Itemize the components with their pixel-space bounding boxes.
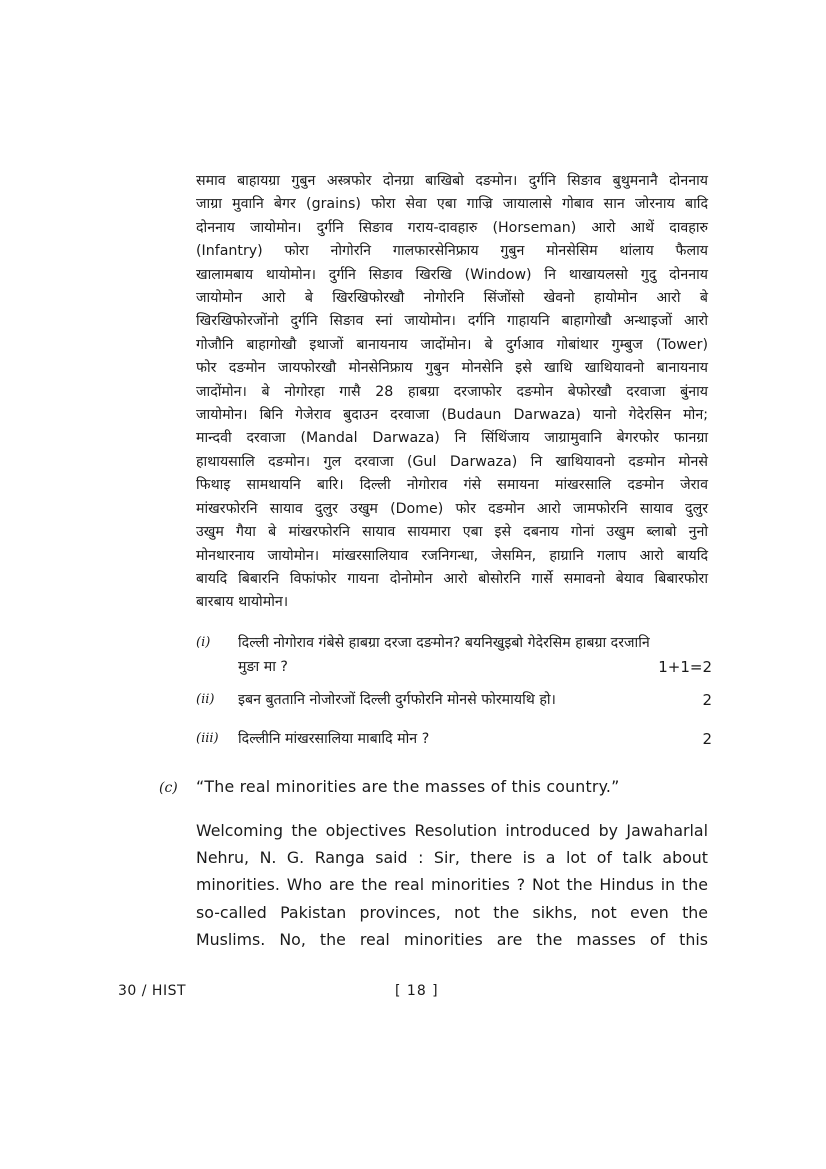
question-marks: 1+1=2: [658, 658, 712, 676]
question-ii: [196, 688, 712, 712]
english-line: so-called Pakistan provinces, not the sikhs, not even the: [196, 902, 708, 922]
passage-line: फिथाइ सामथायनि बारि। दिल्ली नोगोराव गंसे समायना मांखरसालि दङमोन जेराव: [196, 477, 708, 494]
passage-line: जाग्रा मुवानि बेगर (grains) फोरा सेवा एबा गाज्रि जायालासे गोबाव सान जोरनाय बादि: [196, 196, 708, 213]
passage-line: दोननाय जायोमोन। दुर्गनि सिङाव गराय-दावहारु (Horseman) आरो आथें दावहारु: [196, 219, 708, 236]
passage-line: गोजौनि बाहागोखौ इथाजों बानायनाय जादोंमोन। बे दुर्गआव गोबांथार गुम्बुज (Tower): [196, 336, 708, 353]
question-number: (i): [196, 635, 211, 650]
passage-line: जायोमोन आरो बे खिरखिफोरखौ नोगोरनि सिंजोंसो खेवनो हायोमोन आरो बे: [196, 290, 708, 307]
question-number: (iii): [196, 731, 219, 746]
question-marks: 2: [702, 691, 712, 709]
section-c-label: (c): [159, 780, 178, 796]
passage-line: खिरखिफोरजोंनो दुर्गनि सिङाव स्नां जायोमोन। दर्गनि गाहायनि बाहागोखौ अन्थाइजों आरो: [196, 313, 708, 330]
english-passage: [196, 817, 708, 953]
passage-line: हाथायसालि दङमोन। गुल दरवाजा (Gul Darwaza) नि खाथियावनो दङमोन मोनसे: [196, 453, 708, 470]
passage-line: मान्दवी दरवाजा (Mandal Darwaza) नि सिंथिंजाय जाग्रामुवानि बेगरफोर फानग्रा: [196, 430, 708, 447]
passage-line: बायदि बिबारनि विफांफोर गायना दोनोमोन आरो बोसोरनि गार्से समावनो बेयाव बिबारफोरा: [196, 570, 708, 587]
question-text: दिल्लीनि मांखरसालिया माबादि मोन ?: [238, 731, 430, 747]
passage-line: समाव बाहायग्रा गुबुन अस्त्रफोर दोनग्रा बाखिबो दङमोन। दुर्गनि सिङाव बुथुमनानै दोननाय: [196, 173, 708, 189]
passage-line: मोनथारनाय जायोमोन। मांखरसालियाव रजनिगन्धा, जेसमिन, हाग्रानि गलाप आरो बायदि: [196, 547, 708, 564]
passage-line: जादोंमोन। बे नोगोरहा गासै 28 हाबग्रा दरजाफोर दङमोन बेफोरखौ दरवाजा बुंनाय: [196, 383, 708, 400]
question-text: इबन बुततानि नोजोरजों दिल्ली दुर्गफोरनि मोनसे फोरमायथि हो।: [238, 692, 556, 708]
english-line: Welcoming the objectives Resolution introduced by Jawaharlal: [196, 821, 708, 840]
english-line: minorities. Who are the real minorities ? Not the Hindus in the: [196, 875, 708, 895]
passage-line: मांखरफोरनि सायाव दुलुर उखुम (Dome) फोर दङमोन आरो जामफोरनि सायाव दुलुर: [196, 500, 708, 517]
question-iii: [196, 727, 712, 751]
question-marks: 2: [702, 730, 712, 748]
bodo-passage: [196, 170, 708, 615]
question-number: (ii): [196, 692, 215, 707]
passage-line: फोर दङमोन जायफोरखौ मोनसेनिफ्राय गुबुन मोनसेनि इसे खाथि खाथियावनो बानायनाय: [196, 360, 708, 377]
passage-line: खालामबाय थायोमोन। दुर्गनि सिङाव खिरखि (Window) नि थाखायलसो गुदु दोननाय: [196, 266, 708, 283]
passage-line: जायोमोन। बिनि गेजेराव बुदाउन दरवाजा (Budaun Darwaza) यानो गेदेरसिन मोन;: [196, 407, 708, 424]
paper-code: 30 / HIST: [118, 983, 187, 999]
question-i: [196, 631, 712, 679]
passage-line: (Infantry) फोरा नोगोरनि गालफारसेनिफ्राय गुबुन मोनसेसिम थांलाय फैलाय: [196, 243, 708, 260]
question-text: दिल्ली नोगोराव गंबेसे हाबग्रा दरजा दङमोन? बयनिखुइबो गेदेरसिम हाबग्रा दरजानि: [238, 635, 650, 651]
page-number: [ 18 ]: [395, 983, 439, 999]
section-c-quote: “The real minorities are the masses of this country.”: [196, 777, 620, 796]
question-text-cont: मुङा मा ?: [238, 659, 288, 675]
passage-line: बारबाय थायोमोन।: [196, 594, 289, 611]
english-line: Nehru, N. G. Ranga said : Sir, there is a lot of talk about: [196, 848, 708, 868]
english-line: Muslims. No, the real minorities are the masses of this: [196, 929, 708, 949]
passage-line: उखुम गैया बे मांखरफोरनि सायाव सायमारा एबा इसे दबनाय गोनां उखुम ब्लाबो नुनो: [196, 524, 708, 541]
